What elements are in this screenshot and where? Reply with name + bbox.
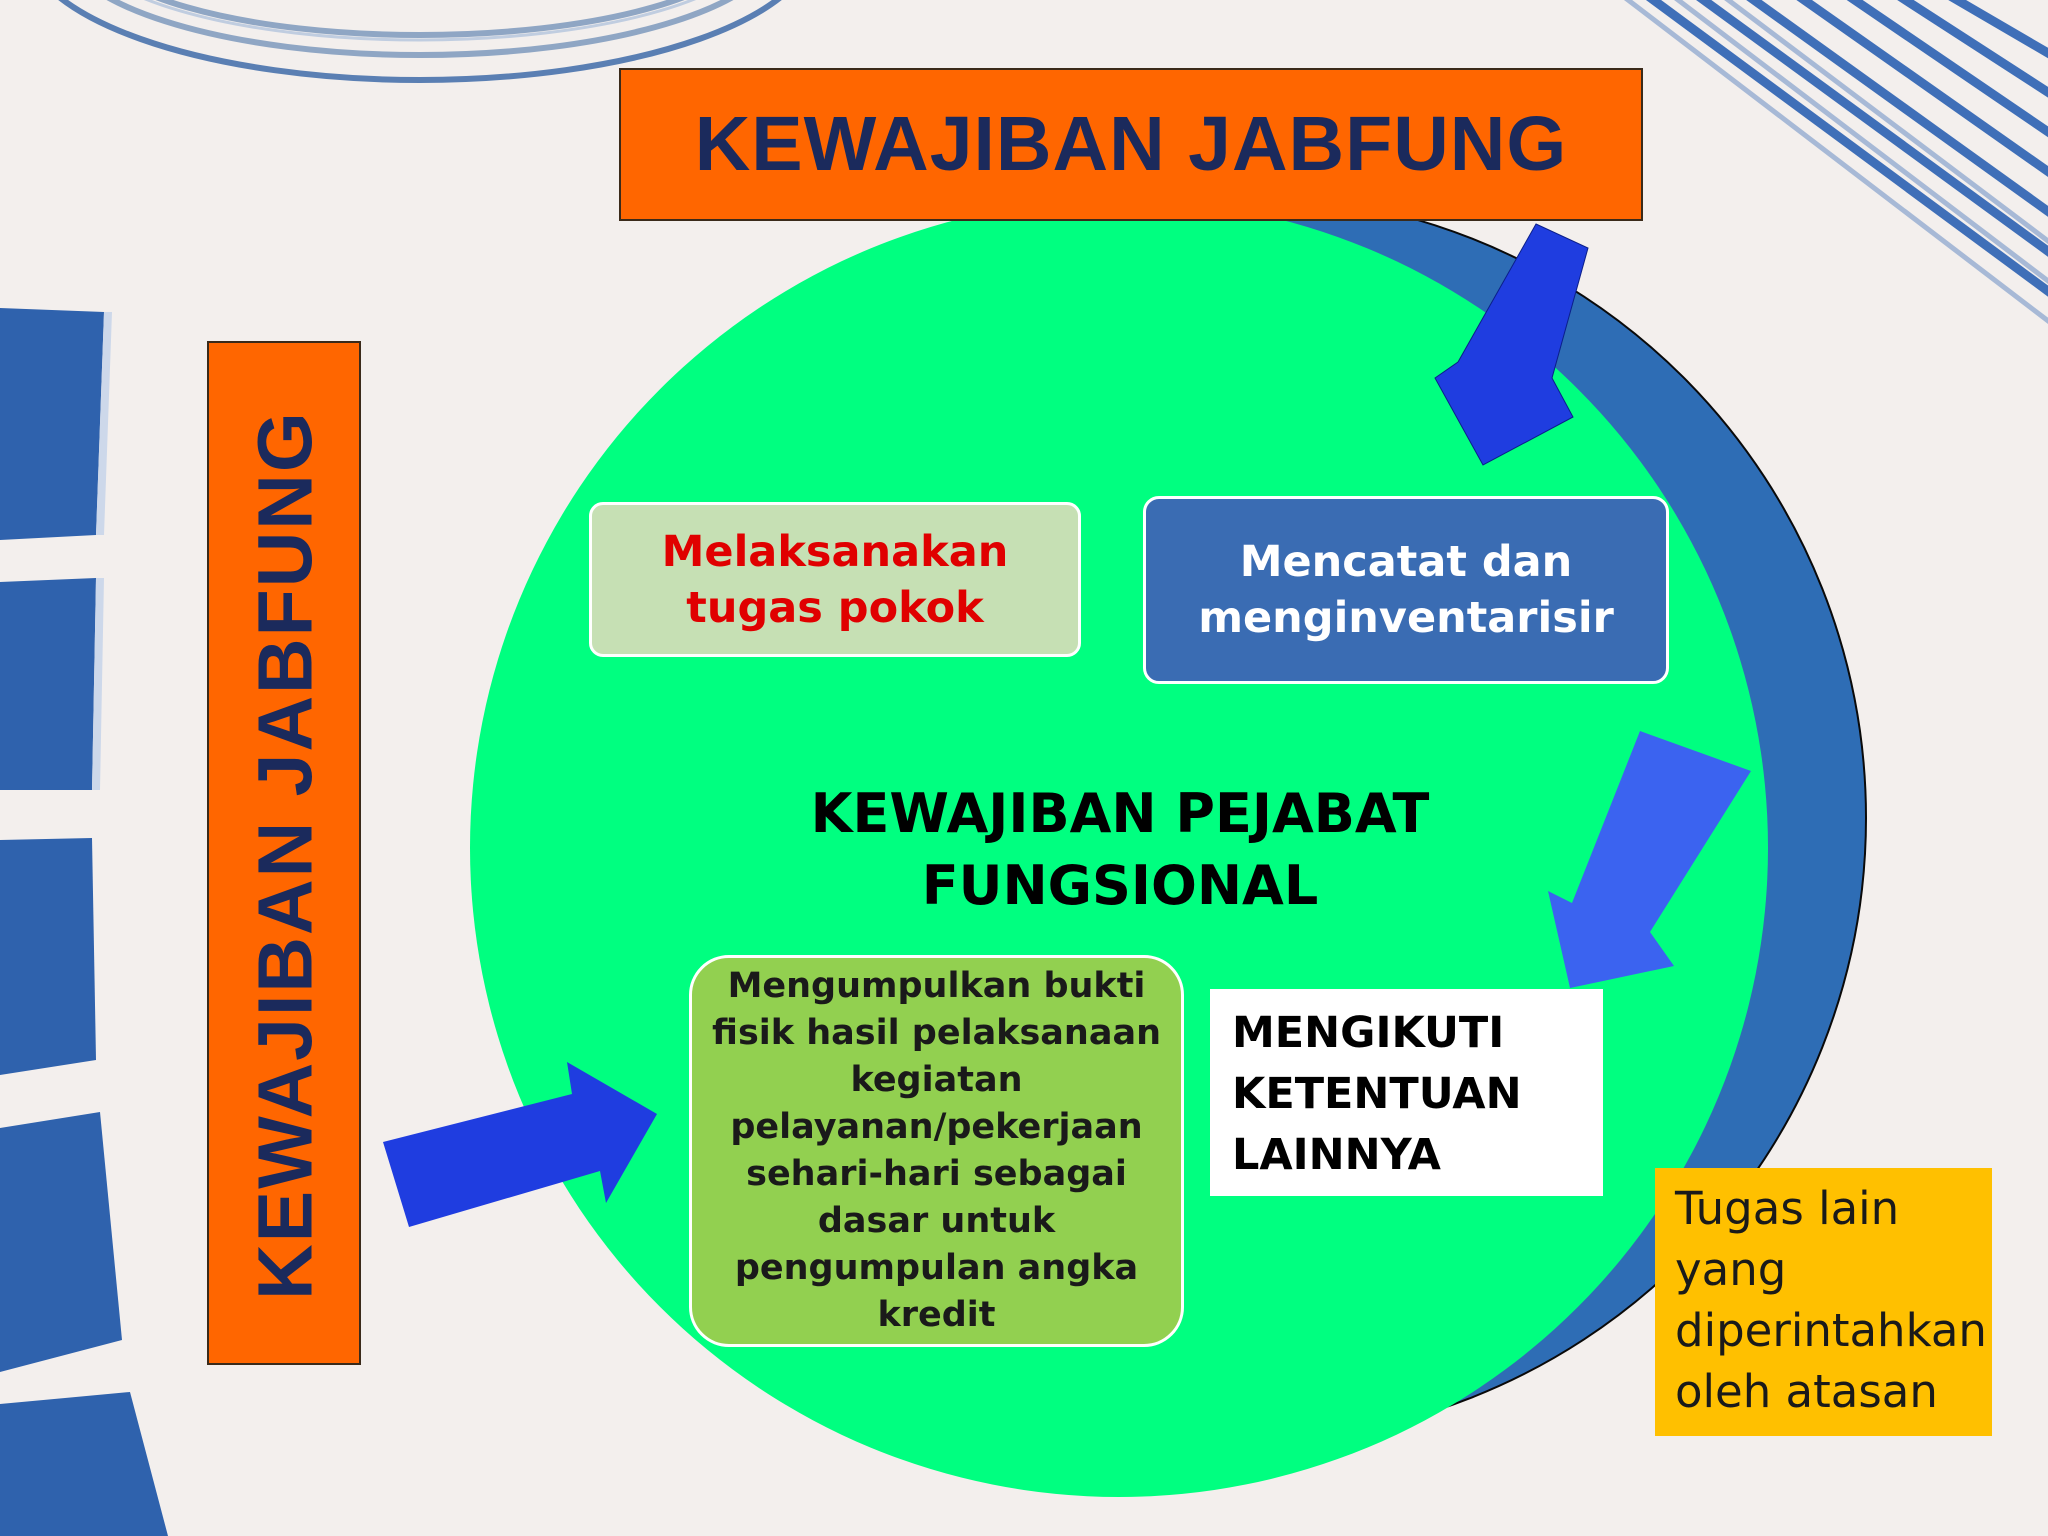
side-title-text: KEWAJIBAN JABFUNG — [242, 410, 329, 1300]
left-block-decoration — [0, 308, 168, 1536]
mengumpulkan-box — [689, 955, 1184, 1347]
center-label — [760, 770, 1480, 930]
mengikuti-box — [1210, 989, 1603, 1196]
title-banner — [619, 68, 1643, 221]
tugas-lain-box — [1655, 1168, 1992, 1436]
tugas-lain-text: Tugas lain yang diperintahkan oleh atasan — [1675, 1182, 1987, 1418]
side-banner — [207, 341, 361, 1365]
tugas-pokok-box — [589, 502, 1081, 657]
stripe-decoration — [1640, 0, 2048, 300]
mencatat-box — [1143, 496, 1669, 684]
center-label-text: KEWAJIBAN PEJABAT FUNGSIONAL — [810, 782, 1430, 917]
mencatat-text: Mencatat dan menginventarisir — [1198, 537, 1614, 643]
mengumpulkan-text: Mengumpulkan bukti fisik hasil pelaksanaan kegiatan pelayanan/pekerjaan sehari-hari sebagai dasar untuk pengumpulan angka kredit — [712, 966, 1161, 1335]
title-text: KEWAJIBAN JABFUNG — [694, 101, 1568, 187]
tugas-pokok-text: Melaksanakan tugas pokok — [661, 526, 1009, 633]
mengikuti-text: MENGIKUTI KETENTUAN LAINNYA — [1232, 1008, 1522, 1180]
